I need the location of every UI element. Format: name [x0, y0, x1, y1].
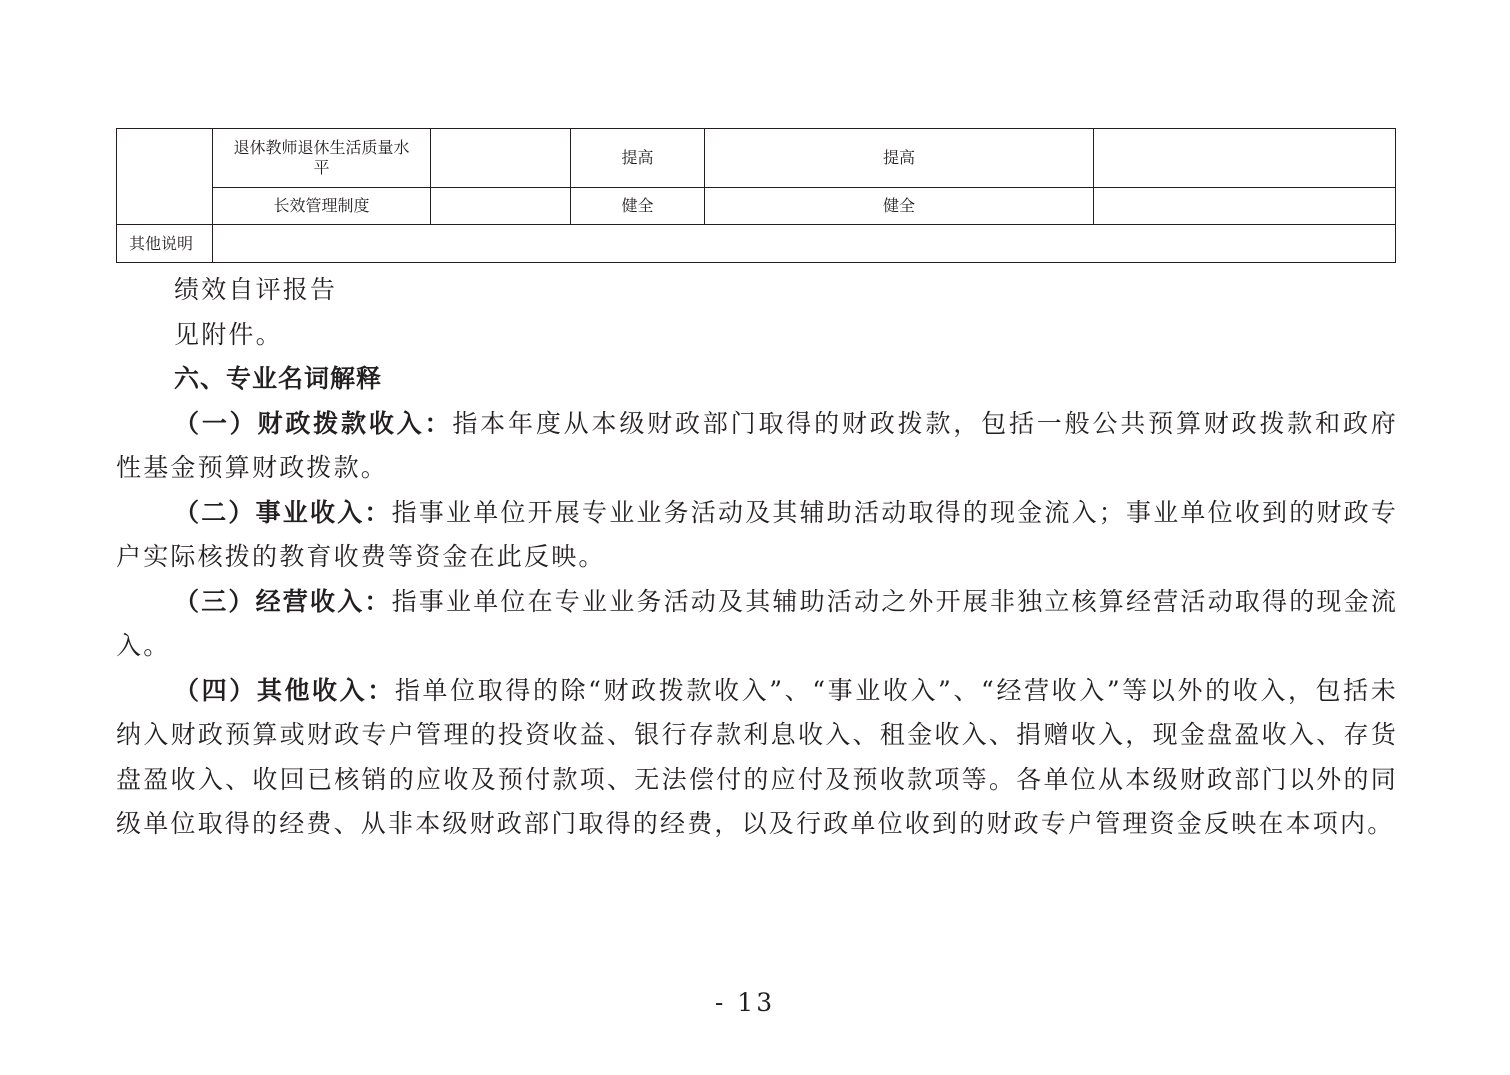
term-paragraph	[116, 669, 1398, 847]
term-definition: 指事业单位在专业业务活动及其辅助活动之外开展非独立核算经营活动取得的现金流入。	[116, 586, 1399, 660]
actual-value-cell: 健全	[705, 188, 1094, 225]
category-cell	[117, 129, 213, 225]
note-cell	[1094, 188, 1396, 225]
table-row	[117, 129, 1396, 188]
report-title: 绩效自评报告	[174, 275, 338, 304]
term-definition: 指事业单位开展专业业务活动及其辅助活动取得的现金流入；事业单位收到的财政专户实际核拨的教育收费等资金在此反映。	[116, 497, 1399, 571]
term-label: （三）经营收入：	[174, 586, 392, 616]
target-value-cell: 提高	[571, 129, 705, 188]
performance-indicator-table	[116, 128, 1396, 263]
note-cell	[1094, 129, 1396, 188]
section-heading: 六、专业名词解释	[174, 364, 383, 393]
page-number: - 13	[714, 988, 776, 1017]
indicator-name-cell: 长效管理制度	[213, 188, 431, 225]
target-value-cell: 健全	[571, 188, 705, 225]
document-body	[116, 268, 1398, 847]
term-label: （一）财政拨款收入：	[174, 408, 453, 438]
indicator-name: 退休教师退休生活质量水平	[233, 138, 410, 177]
term-label: （二）事业收入：	[174, 497, 392, 527]
table-row	[117, 188, 1396, 225]
indicator-blank-cell	[431, 188, 571, 225]
term-paragraph	[116, 491, 1398, 580]
term-paragraph	[116, 580, 1398, 669]
other-notes-label: 其他说明	[117, 225, 213, 263]
term-definition: 指单位取得的除“财政拨款收入”、“事业收入”、“经营收入”等以外的收入，包括未纳入财政预算或财政专户管理的投资收益、银行存款利息收入、租金收入、捐赠收入，现金盘盈收入、存货盘盈收入、收回已核销的应收及预付款项、无法偿付的应付及预收款项等。各单位从本级财政部门以外的同级单位取得的经费、从非本级财政部门取得的经费，以及行政单位收到的财政专户管理资金反映在本项内。	[116, 675, 1398, 838]
report-reference: 见附件。	[174, 319, 283, 349]
indicator-blank-cell	[431, 129, 571, 188]
term-definition: 指本年度从本级财政部门取得的财政拨款，包括一般公共预算财政拨款和政府性基金预算财政拨款。	[116, 408, 1398, 482]
other-notes-value	[213, 225, 1396, 263]
table-row	[117, 225, 1396, 263]
indicator-name-cell	[213, 129, 431, 188]
actual-value-cell: 提高	[705, 129, 1094, 188]
term-paragraph	[116, 402, 1398, 491]
term-label: （四）其他收入：	[174, 675, 395, 705]
